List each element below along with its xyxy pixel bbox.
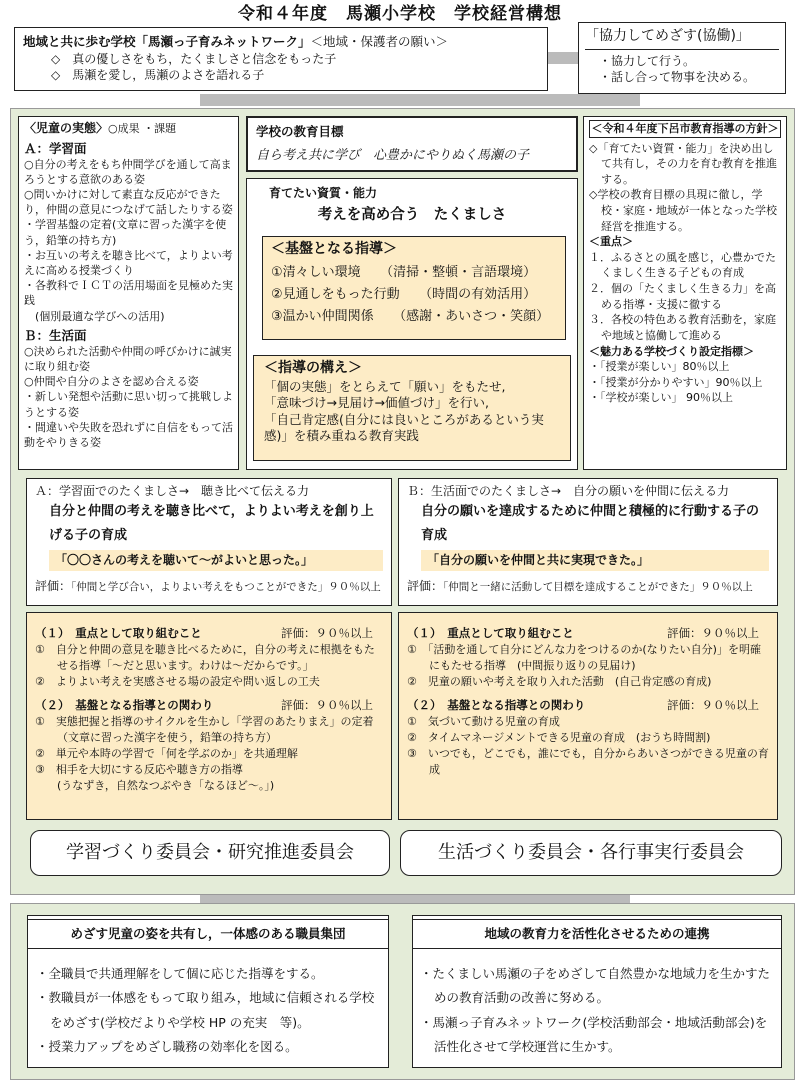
- focus-item: ３．各校の特色ある教育活動を，家庭や地域と協働して進める: [589, 313, 776, 342]
- stance-line: 「個の実態」をとらえて「願い」をもたせ,: [264, 379, 506, 395]
- network-item: ◇ 真の優しさをもち，たくましさと信念をもった子: [51, 51, 337, 66]
- stance-box: [253, 355, 571, 461]
- focus-item: １．ふるさとの風を感じ，心豊かでたくましく生きる子どもの育成: [589, 250, 776, 280]
- implementation-a-box: [26, 612, 392, 820]
- community-item: ・たくましい馬瀬の子をめざして自然豊かな地域力を生かすための教育活動の改善に努める。: [420, 966, 771, 1006]
- strength-b-main: 自分の願いを達成するために仲間と積極的に行動する子の育成: [421, 503, 760, 543]
- foundation-box: [262, 236, 566, 340]
- impl-item: ③ 相手を大切にする反応や聴き方の指導: [35, 762, 243, 776]
- stance-heading: ＜指導の構え＞: [264, 360, 362, 376]
- index-item: ・「授業が分かりやすい」90％以上: [589, 375, 763, 389]
- impl-a-h1: （１） 重点として取り組むこと 評価：９０％以上: [35, 626, 373, 640]
- staff-list: [36, 962, 384, 1060]
- network-item: ◇ 馬瀬を愛し，馬瀬のよさを語れる子: [51, 68, 265, 83]
- actual-item: (個別最適な学びへの活用): [24, 309, 165, 323]
- staff-item: ・教職員が一体感をもって取り組み，地域に信頼される学校をめざす(学校だよりや学校 HP の充実 等)。: [36, 990, 375, 1030]
- cooperation-item: ・話し合って物事を決める。: [599, 70, 756, 85]
- strength-a-main: 自分と仲間の考えを聴き比べて，よりよい考えを創り上げる子の育成: [49, 503, 374, 543]
- impl-item: (うなずき，自然なつぶやき「なるほど～。」): [35, 778, 275, 792]
- connector: [548, 52, 578, 64]
- index-item: ・「学校が楽しい」 90％以上: [589, 391, 733, 405]
- actual-item: ・新しい発想や活動に思い切って挑戦しようとする姿: [24, 390, 233, 419]
- actual-item: ○問いかけに対して素直な反応ができたり，仲間の意見につなげて話したりする姿: [24, 188, 233, 217]
- actual-item: ・各教科でＩＣＴの活用場面を見極めた実践: [24, 279, 233, 308]
- policy-heading: ＜令和４年度下呂市教育指導の方針＞: [589, 120, 781, 138]
- policy-box: [583, 116, 787, 470]
- focus-heading: ＜重点＞: [589, 235, 633, 249]
- actual-item: ・学習基盤の定着(文章に習った漢字を使う，鉛筆の持ち方): [24, 218, 227, 247]
- actual-section-b: Ｂ：生活面: [24, 327, 87, 343]
- strength-a-heading: Ａ：学習面でのたくましさ→ 聴き比べて伝える力: [35, 484, 310, 498]
- staff-item: ・全職員で共通理解をして個に応じた指導をする。: [36, 966, 324, 981]
- community-heading: 地域の教育力を活性化させるための連携: [412, 919, 782, 949]
- strength-b-quote: 「自分の願いを仲間と共に実現できた。」: [421, 550, 769, 571]
- network-heading: 地域と共に歩む学校「馬瀬っ子育みネットワーク」＜地域・保護者の願い＞: [23, 34, 449, 49]
- impl-item: ③ いつでも，どこでも，誰にでも，自分からあいさつができる児童の育成: [407, 747, 769, 776]
- impl-item: ① 気づいて動ける児童の育成: [407, 715, 560, 729]
- staff-heading: めざす児童の姿を共有し，一体感のある職員集団: [27, 919, 389, 949]
- skills-heading: 育てたい資質・能力: [269, 186, 378, 200]
- strength-b-box: [398, 478, 778, 606]
- community-list: [420, 962, 778, 1060]
- impl-item: ② 単元や本時の学習で「何を学ぶのか」を共通理解: [35, 747, 298, 761]
- policy-item: ◇「育てたい資質・能力」を決め出して共有し，その力を育む教育を推進する。: [589, 141, 777, 186]
- cooperation-item: ・協力して行う。: [599, 53, 696, 68]
- actual-item: ・間違いや失敗を恐れずに自信をもって活動をやりきる姿: [24, 420, 233, 449]
- committee-learning: 学習づくり委員会・研究推進委員会: [30, 830, 390, 876]
- strength-a-box: [26, 478, 392, 606]
- goal-text: 自ら考え共に学び 心豊かにやりぬく馬瀬の子: [256, 147, 530, 163]
- actual-item: ○仲間や自分のよさを認め合える姿: [24, 375, 199, 389]
- student-actual-box: [18, 116, 239, 470]
- page-title: 令和４年度 馬瀬小学校 学校経営構想: [238, 4, 562, 24]
- impl-item: ① 自分と仲間の意見を聴き比べるために，自分の考えに根拠をもたせる指導「～だと思います。わけは～だからです。」: [35, 642, 375, 672]
- connector: [200, 895, 630, 903]
- school-goal-box: [246, 116, 578, 172]
- cooperation-heading: 「協力してめざす(協働)」: [585, 27, 779, 50]
- foundation-heading: ＜基盤となる指導＞: [271, 241, 397, 257]
- strength-b-heading: Ｂ：生活面でのたくましさ→ 自分の願いを仲間に伝える力: [407, 484, 730, 498]
- foundation-item: ③温かい仲間関係 （感謝・あいさつ・笑顔）: [271, 308, 550, 324]
- committee-life: 生活づくり委員会・各行事実行委員会: [400, 830, 782, 876]
- community-item: ・馬瀬っ子育みネットワーク(学校活動部会・地域活動部会)を活性化させて学校運営に生かす。: [420, 1014, 768, 1055]
- index-heading: ＜魅力ある学校づくり設定指標＞: [589, 344, 754, 358]
- impl-item: ② よりよい考えを実感させる場の設定や問い返しの工夫: [35, 674, 320, 688]
- strength-b-eval: 評価：「仲間と一緒に活動して目標を達成することができた」９０％以上: [407, 578, 753, 593]
- strength-a-quote: 「〇〇さんの考えを聴いて～がよいと思った。」: [49, 550, 383, 571]
- policy-item: ◇学校の教育目標の具現に徹し，学校・家庭・地域が一体となった学校経営を推進する。: [589, 188, 777, 233]
- impl-item: ① 実態把握と指導のサイクルを生かし「学習のあたりまえ」の定着 （文章に習った漢字を使う，鉛筆の持ち方）: [35, 715, 385, 745]
- skills-main: 考えを高め合う たくましさ: [317, 207, 507, 223]
- index-item: ・「授業が楽しい」80％以上: [589, 360, 730, 374]
- actual-item: ○自分の考えをもち仲間学びを通して高まろうとする意欲のある姿: [24, 157, 232, 186]
- cooperation-box: [578, 22, 786, 94]
- foundation-item: ①清々しい環境 （清掃・整頓・言語環境）: [271, 264, 537, 280]
- foundation-item: ②見通しをもった行動 （時間の有効活用）: [271, 286, 537, 302]
- focus-item: ２．個の「たくましく生きる力」を高める指導・支援に徹する: [589, 282, 776, 311]
- impl-b-h2: （２） 基盤となる指導との関わり 評価：９０％以上: [407, 698, 759, 713]
- impl-item: ② 児童の願いや考えを取り入れた活動 (自己肯定感の育成): [407, 674, 712, 688]
- stance-line: 「自己肯定感(自分には良いところがあるという実感)」を積み重ねる教育実践: [264, 411, 544, 443]
- implementation-b-box: [398, 612, 778, 820]
- impl-item: ① 「活動を通して自分にどんな力をつけるのか(なりたい自分)」を明確にもたせる指導 (中間振り返りの見届け): [407, 642, 761, 672]
- impl-a-h2: （２） 基盤となる指導との関わり 評価：９０％以上: [35, 698, 373, 713]
- goal-heading: 学校の教育目標: [256, 124, 344, 139]
- actual-section-a: Ａ：学習面: [24, 140, 87, 156]
- actual-item: ・お互いの考えを聴き比べて，よりよい考えに高める授業づくり: [24, 248, 233, 277]
- strength-a-eval: 評価：「仲間と学び合い，よりよい考えをもつことができた」９０％以上: [35, 578, 381, 593]
- impl-item: ② タイムマネージメントできる児童の育成 (おうち時間割): [407, 731, 711, 745]
- actual-item: ○決められた活動や仲間の呼びかけに誠実に取り組む姿: [24, 344, 232, 374]
- impl-b-h1: （１） 重点として取り組むこと 評価：９０％以上: [407, 626, 759, 640]
- stance-line: 「意味づけ→見届け→価値づけ」を行い,: [264, 395, 489, 411]
- connector: [200, 94, 640, 106]
- network-box: [14, 27, 548, 91]
- staff-item: ・授業力アップをめざし職務の効率化を図る。: [36, 1039, 298, 1055]
- actual-heading: 〈児童の実態〉○成果 ・課題: [24, 121, 177, 135]
